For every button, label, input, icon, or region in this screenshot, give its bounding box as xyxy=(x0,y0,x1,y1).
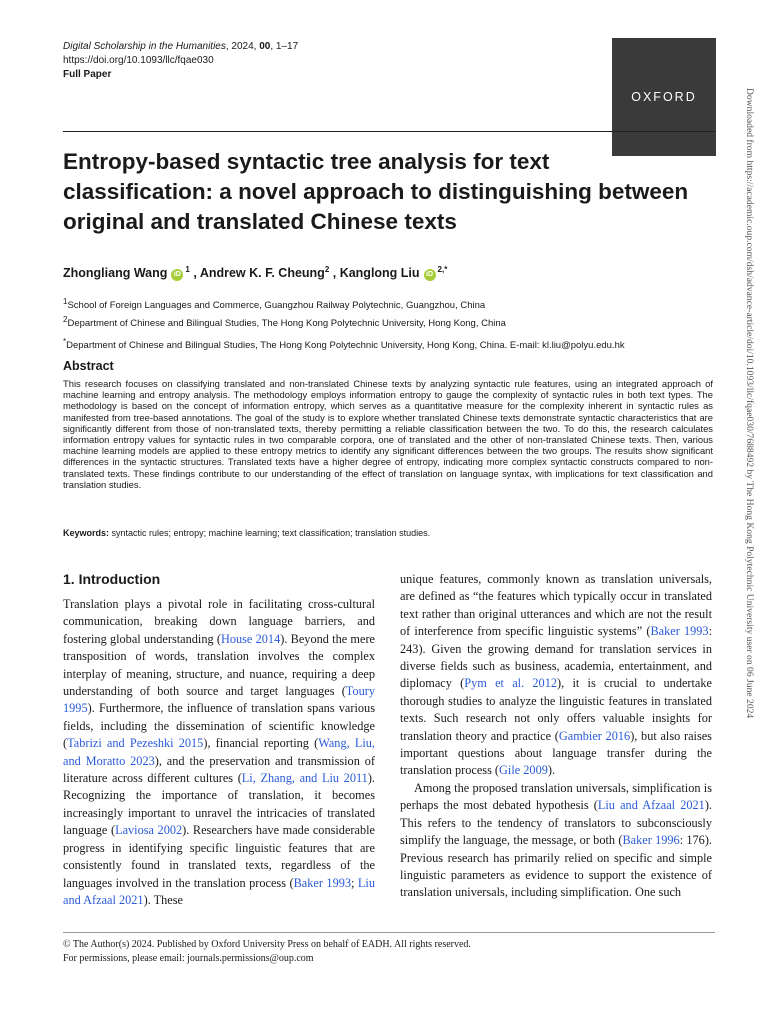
keywords-list: syntactic rules; entropy; machine learning; text classification; translation studies. xyxy=(111,528,431,538)
author-list: Zhongliang Wang $iD^1$ , Andrew K. F. Cheung$^2$ , Kanglong Liu $iD^{2,*}$ xyxy=(63,265,448,281)
citation-link[interactable]: Wang, Liu, and Moratto 2023 xyxy=(63,736,375,768)
paragraph: Translation plays a pivotal role in facilitating cross-cultural communication, breaking down language barriers, and fostering global understanding (House 2014). Beyond the mere transposition of words, translation involves the complex interplay of meaning, structure, and nuance, requiring a deep understanding of both source and target languages (Toury 1995). Furthermore, the influence of translation spans various fields, including the dissemination of scientific knowledge (Tabrizi and Pezeshki 2015), financial reporting (Wang, Liu, and Moratto 2023), and the preservation and transmission of literature across different cultures (Li, Zhang, and Liu 2011). Recognizing the importance of translation, it becomes increasingly important to unravel the intricacies of translated language (Laviosa 2002). Researchers have made considerable progress in identifying specific linguistic features that are consistently found in translated texts, regardless of the languages involved in the translation process (Baker 1993; Liu and Afzaal 2021). These xyxy=(63,597,376,907)
download-notice: Downloaded from https://academic.oup.com/dsh/advance-article/doi/10.1093/llc/fqae030/7688492 by The Hong Kong Polytechnic University user on 06 June 2024 xyxy=(744,88,755,719)
copyright-notice: © The Author(s) 2024. Published by Oxford University Press on behalf of EADH. All rights reserved. xyxy=(63,939,471,950)
affiliation-1: $^1$School of Foreign Languages and Commerce, Guangzhou Railway Polytechnic, Guangzhou, China xyxy=(63,297,486,312)
author-name: Kanglong Liu xyxy=(339,266,420,281)
citation-link[interactable]: House 2014 xyxy=(220,631,281,646)
orcid-icon[interactable]: iD xyxy=(424,269,436,281)
abstract-text: This research focuses on classifying translated and non-translated Chinese texts by analyzing syntactic rule features, using an integrated approach of machine learning and entropy analysis. The methodology employs information entropy to gauge the complexity of syntactic rules in both text types. The methodology is based on the concept of information entropy, which serves as a quantitative measure for the complexity inherent in syntactic rules as manifested from tree-based annotations. The goal of the study is to explore whether translated Chinese texts demonstrate syntactic characteristics that are significantly different from those of non-translated texts, thereby permitting a reliable classification between the two. To do this, the research calculates information entropy values for syntactic rules in two comparable corpora, one of translated and the other of non-translated Chinese texts. Then, various machine learning models are applied to these entropy metrics to identify any significant differences between the two groups. The results show significant differences in the syntactic structures. Translated texts have a higher degree of entropy, indicating more complex syntactic constructs compared to non-translated texts. These findings contribute to our understanding of the effect of translation on language syntax, with implications for text classification and translation studies. xyxy=(63,378,713,490)
author-affiliation-marker: 2 xyxy=(324,265,330,274)
author-name: Zhongliang Wang xyxy=(63,266,168,281)
journal-name: Digital Scholarship in the Humanities xyxy=(63,41,226,52)
citation-link[interactable]: Pym et al. 2012 xyxy=(464,676,558,691)
citation-link[interactable]: Gile 2009 xyxy=(499,763,548,778)
paragraph: Among the proposed translation universals, simplification is perhaps the most debated hypothesis (Liu and Afzaal 2021). This refers to the tendency of translators to subconsciously simplify the language, the message, or both (Baker 1996: 176). Previous research has primarily relied on specific and simple linguistic parameters as evidence to support the existence of translation universals, including simplification. One such xyxy=(400,780,713,900)
article-meta xyxy=(63,40,298,82)
citation-link[interactable]: Li, Zhang, and Liu 2011 xyxy=(241,771,368,786)
affiliation-2: $^2$Department of Chinese and Bilingual Studies, The Hong Kong Polytechnic University, Hong Kong, China xyxy=(63,314,506,329)
citation-link[interactable]: Baker 1993 xyxy=(650,624,709,639)
paper-title: Entropy-based syntactic tree analysis for text classification: a novel approach to distinguishing between original and translated Chinese texts xyxy=(63,149,689,234)
citation-link[interactable]: Tabrizi and Pezeshki 2015 xyxy=(67,736,204,751)
doi-link[interactable]: https://doi.org/10.1093/llc/fqae030 xyxy=(63,55,214,66)
publisher-logo-text: OXFORD xyxy=(631,90,697,104)
citation-link[interactable]: Baker 1996 xyxy=(622,833,680,848)
citation-link[interactable]: Toury 1995 xyxy=(63,684,375,716)
abstract-heading: Abstract xyxy=(63,359,114,373)
section-heading-introduction: 1. Introduction xyxy=(63,571,161,587)
corresponding-author: *Department of Chinese and Bilingual Studies, The Hong Kong Polytechnic University, Hong Kong, China. E-mail: kl.liu@polyu.edu.hk xyxy=(63,337,625,352)
pages: , 1–17 xyxy=(270,41,299,52)
page-footer xyxy=(63,938,471,966)
keywords xyxy=(63,528,713,538)
header-divider xyxy=(63,131,715,132)
citation-line xyxy=(63,40,298,54)
citation-link[interactable]: Laviosa 2002 xyxy=(115,823,183,838)
citation-link[interactable]: Liu and Afzaal 2021 xyxy=(63,875,375,907)
author-affiliation-marker: 2,* xyxy=(437,265,448,274)
footer-divider xyxy=(63,932,715,933)
citation-link[interactable]: Baker 1993 xyxy=(293,875,352,890)
publisher-logo xyxy=(612,38,716,156)
download-sidebar xyxy=(743,88,757,940)
affiliations xyxy=(63,295,625,353)
year: , 2024, xyxy=(225,41,260,52)
body-column-left xyxy=(63,596,375,909)
author-name: Andrew K. F. Cheung xyxy=(199,266,325,281)
volume: 00 xyxy=(259,41,271,52)
citation-link[interactable]: Gambier 2016 xyxy=(558,728,631,743)
orcid-icon[interactable]: iD xyxy=(171,269,183,281)
body-column-right xyxy=(400,571,712,902)
paragraph: unique features, commonly known as translation universals, are defined as “the features which typically occur in translated text rather than original utterances and which are not the result of interference from specific linguistic systems” (Baker 1993: 243). Given the growing demand for translation services in diverse fields such as business, academia, entertainment, and diplomacy (Pym et al. 2012), it is crucial to undertake thorough studies to analyze the linguistic features in translated texts. Such research not only offers valuable insights for translation theory and practice (Gambier 2016), but also raises important questions about language transfer during the translation process (Gile 2009). xyxy=(400,572,712,778)
permissions-notice: For permissions, please email: journals.permissions@oup.com xyxy=(63,953,314,964)
citation-link[interactable]: Liu and Afzaal 2021 xyxy=(597,798,705,813)
paper-type: Full Paper xyxy=(63,69,112,80)
keywords-label: Keywords: xyxy=(63,528,110,538)
author-affiliation-marker: 1 xyxy=(185,265,190,274)
